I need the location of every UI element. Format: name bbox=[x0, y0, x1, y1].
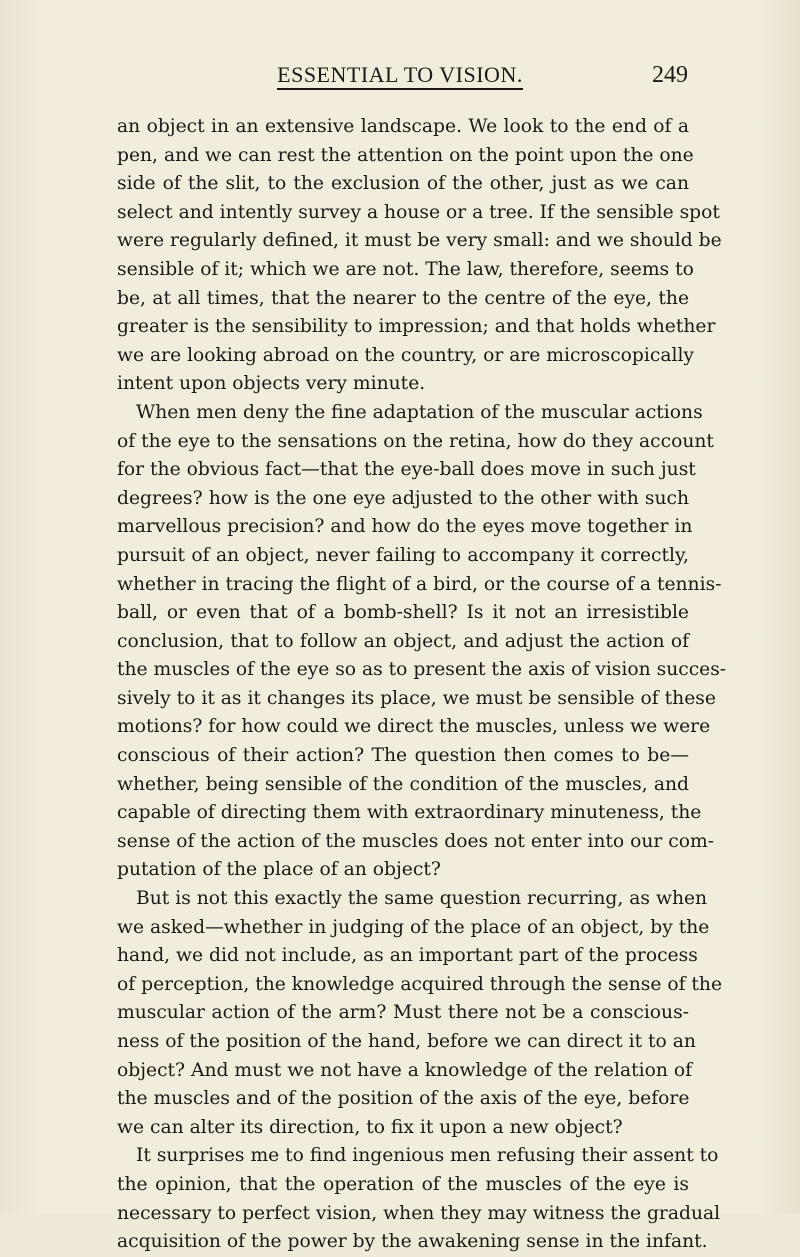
text-line: hand, we did not include, as an important part of the process bbox=[117, 945, 698, 967]
text-line: object? And must we not have a knowledge of the relation of bbox=[117, 1059, 692, 1081]
text-line: pursuit of an object, never failing to accompany it correctly, bbox=[117, 544, 689, 566]
text-line: sively to it as it changes its place, we must be sensible of these bbox=[117, 687, 716, 709]
text-line: greater is the sensibility to impression; and that holds whether bbox=[117, 316, 716, 338]
text-line: select and intently survey a house or a tree. If the sensible spot bbox=[117, 201, 720, 223]
text-line: degrees? how is the one eye adjusted to the other with such bbox=[117, 487, 689, 509]
text-line: sensible of it; which we are not. The law, therefore, seems to bbox=[117, 258, 694, 280]
text-line: side of the slit, to the exclusion of the other, just as we can bbox=[117, 173, 689, 195]
text-line: of the eye to the sensations on the retina, how do they account bbox=[117, 430, 714, 452]
text-line: It surprises me to find ingenious men refusing their assent to bbox=[136, 1145, 719, 1167]
text-line: were regularly defined, it must be very small: and we should be bbox=[117, 230, 722, 252]
text-line: But is not this exactly the same question recurring, as when bbox=[136, 888, 708, 910]
body-text bbox=[117, 113, 727, 1257]
text-line: for the obvious fact—that the eye-ball does move in such just bbox=[117, 459, 696, 481]
text-line: ness of the position of the hand, before we can direct it to an bbox=[117, 1031, 696, 1052]
text-line: we are looking abroad on the country, or are microscopically bbox=[117, 344, 694, 366]
text-line: the opinion, that the operation of the muscles of the eye is bbox=[117, 1173, 689, 1195]
text-line: pen, and we can rest the attention on the point upon the one bbox=[117, 144, 694, 166]
text-line: intent upon objects very minute. bbox=[117, 373, 426, 395]
text-line: conscious of their action? The question then comes to be— bbox=[117, 745, 689, 767]
text-line: motions? for how could we direct the muscles, unless we were bbox=[117, 716, 711, 738]
text-line: sense of the action of the muscles does not enter into our com- bbox=[117, 830, 714, 852]
text-line: an object in an extensive landscape. We look to the end of a bbox=[117, 116, 689, 137]
running-title-text: ESSENTIAL TO VISION. bbox=[277, 62, 523, 90]
running-head bbox=[120, 62, 688, 94]
running-title bbox=[120, 62, 680, 88]
text-line: capable of directing them with extraordinary minuteness, the bbox=[117, 802, 702, 824]
text-line: ball, or even that of a bomb-shell? Is it not an irresistible bbox=[117, 602, 689, 624]
text-line: the muscles of the eye so as to present the axis of vision succes- bbox=[117, 659, 727, 681]
text-line: acquisition of the power by the awakening sense in the infant. bbox=[117, 1231, 708, 1253]
text-line: whether in tracing the flight of a bird, or the course of a tennis- bbox=[117, 573, 722, 595]
text-line: of perception, the knowledge acquired through the sense of the bbox=[117, 973, 723, 995]
page-number: 249 bbox=[652, 62, 688, 88]
text-line: be, at all times, that the nearer to the centre of the eye, the bbox=[117, 287, 689, 309]
text-line: we can alter its direction, to fix it upon a new object? bbox=[117, 1116, 623, 1138]
text-line: putation of the place of an object? bbox=[117, 859, 441, 881]
text-line: the muscles and of the position of the axis of the eye, before bbox=[117, 1088, 690, 1110]
text-line: conclusion, that to follow an object, and adjust the action of bbox=[117, 630, 689, 652]
text-line: marvellous precision? and how do the eyes move together in bbox=[117, 516, 693, 538]
text-line: muscular action of the arm? Must there not be a conscious- bbox=[117, 1002, 689, 1024]
text-line: whether, being sensible of the condition of the muscles, and bbox=[117, 773, 689, 795]
text-line: necessary to perfect vision, when they may witness the gradual bbox=[117, 1202, 721, 1224]
text-line: we asked—whether in judging of the place of an object, by the bbox=[117, 916, 710, 938]
text-line: When men deny the fine adaptation of the muscular actions bbox=[136, 401, 703, 423]
